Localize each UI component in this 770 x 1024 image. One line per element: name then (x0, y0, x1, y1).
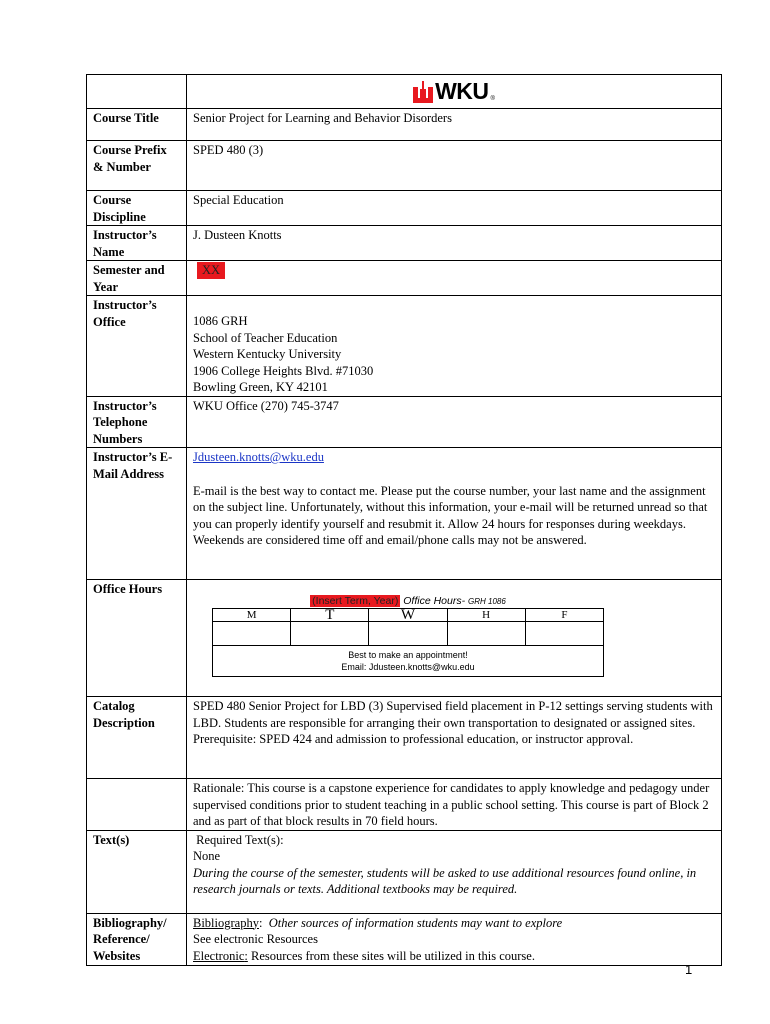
registered-mark: ® (490, 96, 495, 102)
hours-cell (447, 622, 525, 646)
texts-label: Text(s) (93, 832, 130, 847)
office-hours-block (212, 595, 604, 677)
office-line: 1086 GRH (193, 314, 248, 328)
office-line: School of Teacher Education (193, 330, 338, 345)
hours-cell (525, 622, 603, 646)
rationale-text: Rationale: This course is a capstone experience for candidates to apply knowledge and pedagogy under supervised conditions prior to student teaching in a public school setting. This course is part of Block 2 and as part of that block results in 70 field hours. (187, 779, 722, 831)
logo-label-cell (87, 75, 187, 109)
day-header-t: T (291, 609, 369, 622)
required-texts-value: None (193, 849, 221, 863)
texts-value-cell (187, 830, 722, 913)
catalog-label: Catalog Description (87, 697, 187, 779)
syllabus-table (86, 74, 722, 966)
day-header-f: F (525, 609, 603, 622)
discipline-label: Course Discipline (87, 191, 187, 226)
bibliography-label: Bibliography/ Reference/ Websites (87, 913, 187, 965)
office-hours-table (212, 608, 604, 677)
logo-wordmark: WKU (435, 78, 489, 104)
course-prefix-value: SPED 480 (3) (187, 141, 722, 191)
wku-logo (413, 79, 495, 103)
bibliography-text: Other sources of information students may want to explore (262, 915, 563, 930)
office-line: 1906 College Heights Blvd. #71030 (193, 363, 374, 378)
page-number: 1 (685, 962, 693, 977)
course-prefix-label: Course Prefix & Number (87, 141, 187, 191)
catalog-description: SPED 480 Senior Project for LBD (3) Supervised field placement in P-12 settings serving students with LBD. Students are responsible for arranging their own transportation to designated or assigned sites. Prerequisite: SPED 424 and admission to professional education, or instructor approval. (187, 697, 722, 779)
electronic-line: Electronic: Resources from these sites will be utilized in this course. (193, 948, 535, 963)
hours-cell (291, 622, 369, 646)
phone-value: WKU Office (270) 745-3747 (187, 396, 722, 448)
course-title-label: Course Title (87, 109, 187, 141)
hours-cell (369, 622, 447, 646)
electronic-text: Resources from these sites will be utilized in this course. (247, 948, 535, 963)
instructor-name-label: Instructor’s Name (87, 226, 187, 261)
phone-label: Instructor’s Telephone Numbers (87, 396, 187, 448)
required-texts-heading: Required Text(s): (193, 832, 284, 847)
bibliography-cell (187, 913, 722, 965)
appointment-note: Best to make an appointment! (348, 650, 468, 660)
rationale-label-cell (87, 779, 187, 831)
email-label: Instructor’s E-Mail Address (87, 448, 187, 580)
bibliography-line: Bibliography: Other sources of information students may want to explore (193, 915, 563, 930)
office-hours-label: Office Hours (87, 580, 187, 697)
semester-placeholder: XX (197, 262, 225, 279)
day-header-m: M (213, 609, 291, 622)
office-label: Instructor’s Office (87, 296, 187, 397)
instructor-name-value: J. Dusteen Knotts (187, 226, 722, 261)
appointment-email: Email: Jdusteen.knotts@wku.edu (341, 662, 475, 672)
additional-resources-note: During the course of the semester, students will be asked to use additional resources found online, in research journals or texts. Additional textbooks may be required. (193, 865, 697, 896)
instructor-email-link[interactable]: Jdusteen.knotts@wku.edu (193, 450, 324, 464)
bibliography-heading: Bibliography (193, 915, 259, 930)
email-policy-text: E-mail is the best way to contact me. Please put the course number, your last name and the assignment on the subject line. Unfortunately, without this information, your e-mail will be returned unread so that you can properly identify yourself and resubmit it. Allow 24 hours for responses during weekdays. Weekends are considered time off and email/phone calls may not be answered. (193, 483, 708, 547)
term-placeholder: (Insert Term, Year) (312, 595, 399, 607)
email-value-cell (187, 448, 722, 580)
office-value-cell (187, 296, 722, 397)
office-hours-footer (213, 646, 604, 677)
see-electronic-resources: See electronic Resources (193, 932, 318, 946)
hours-cell (213, 622, 291, 646)
semester-label: Semester and Year (87, 261, 187, 296)
office-line: Bowling Green, KY 42101 (193, 380, 328, 394)
course-title-value: Senior Project for Learning and Behavior Disorders (187, 109, 722, 141)
office-hours-heading: Office Hours- (400, 595, 469, 607)
discipline-value: Special Education (187, 191, 722, 226)
day-header-h: H (447, 609, 525, 622)
office-hours-cell (187, 580, 722, 697)
texts-label-cell (87, 830, 187, 913)
office-line: Western Kentucky University (193, 347, 342, 361)
logo-cell (187, 75, 722, 109)
semester-value-cell (187, 261, 722, 296)
office-hours-room: GRH 1086 (468, 597, 506, 606)
cupola-icon (413, 81, 433, 103)
electronic-heading: Electronic (193, 948, 245, 963)
day-header-w: W (369, 609, 447, 622)
